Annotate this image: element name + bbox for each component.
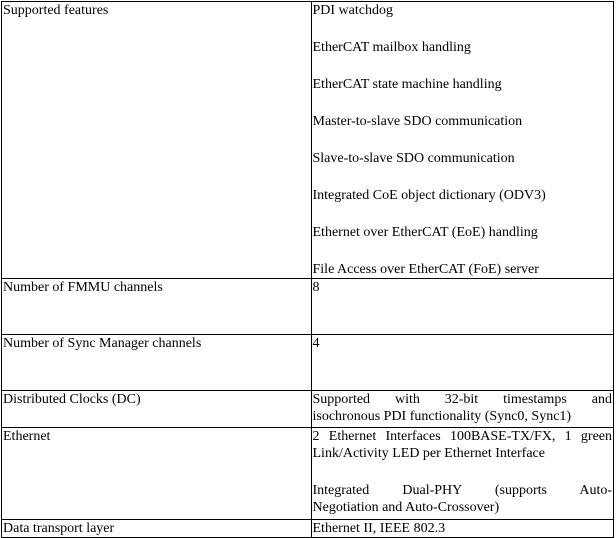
row-label [2,335,312,391]
row-label-text: Number of Sync Manager channels [3,336,202,351]
row-value [311,428,614,520]
row-label [2,2,312,279]
row-label [2,391,312,428]
list-item: EtherCAT state machine handling [312,77,502,92]
row-label [2,520,312,538]
list-item: Ethernet over EtherCAT (EoE) handling [312,225,538,240]
ethernet-para2-line2: Negotiation and Auto-Crossover) [312,500,500,515]
row-label-text: Distributed Clocks (DC) [3,392,141,407]
row-label-text: Ethernet [3,429,51,444]
ethernet-para1-line2: Link/Activity LED per Ethernet Interface [312,446,545,461]
ethernet-para1-line1: 2 Ethernet Interfaces 100BASE-TX/FX, 1 green [312,429,612,444]
table-row [2,2,614,279]
spec-table [1,1,614,538]
row-value [311,391,614,428]
dc-line-2: isochronous PDI functionality (Sync0, Sync1) [312,409,572,424]
table-row [2,335,614,391]
row-label-text: Data transport layer [3,521,115,536]
list-item: PDI watchdog [312,3,393,18]
row-value [311,520,614,538]
list-item: Master-to-slave SDO communication [312,114,523,129]
row-value [311,2,614,279]
table-row [2,428,614,520]
list-item: Slave-to-slave SDO communication [312,151,515,166]
row-label-text: Supported features [3,3,109,18]
ethernet-para2-line1: Integrated Dual-PHY (supports Auto- [312,483,612,498]
feature-list [313,2,613,278]
row-value [311,279,614,335]
table-row [2,520,614,538]
row-value-text: 8 [312,280,320,295]
row-value-text: Ethernet II, IEEE 802.3 [312,521,446,536]
row-label-text: Number of FMMU channels [3,280,163,295]
row-value-text: 4 [312,336,320,351]
dc-line-1: Supported with 32-bit timestamps and [312,392,612,407]
list-item: Integrated CoE object dictionary (ODV3) [312,188,546,203]
row-label [2,279,312,335]
row-label [2,428,312,520]
table-row [2,279,614,335]
list-item: File Access over EtherCAT (FoE) server [312,262,539,277]
table-row [2,391,614,428]
list-item: EtherCAT mailbox handling [312,40,471,55]
row-value [311,335,614,391]
